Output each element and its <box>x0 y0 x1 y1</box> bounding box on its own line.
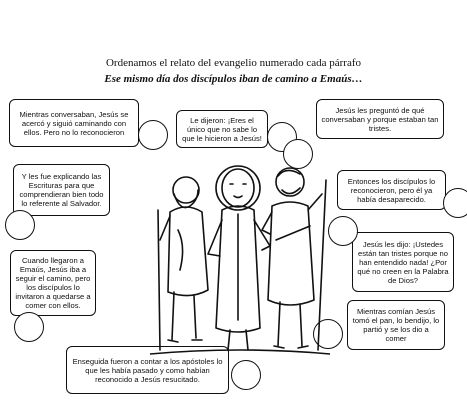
story-text: Cuando llegaron a Emaús, Jesús iba a seguir el camino, pero los discípulos lo invitaron a quedarse a comer con ellos. <box>15 256 91 310</box>
story-box-le-dijeron <box>176 110 268 148</box>
jesus-figure <box>208 166 270 350</box>
story-text: Jesús les preguntó de qué conversaban y porque estaban tan tristes. <box>321 105 439 133</box>
story-text: Jesús les dijo: ¡Ustedes están tan tristes porque no han entendido nada! ¿Por qué no creen en la Palabra de Dios? <box>357 239 449 285</box>
number-circle[interactable] <box>328 216 358 246</box>
story-box-reconocieron <box>337 170 446 210</box>
story-box-comian <box>347 300 445 350</box>
number-circle[interactable] <box>14 312 44 342</box>
right-disciple-figure <box>262 168 326 350</box>
story-box-llegaron <box>10 250 96 316</box>
story-box-conversaban <box>9 99 139 147</box>
left-disciple-figure <box>158 177 208 350</box>
story-text: Y les fue explicando las Escrituras para que comprendieran bien todo lo referente al Salvador. <box>19 172 104 208</box>
story-text: Mientras conversaban, Jesús se acercó y siguió caminando con ellos. Pero no lo reconocieron <box>19 109 129 137</box>
story-text: Le dijeron: ¡Eres el único que no sabe lo que le hicieron a Jesús! <box>182 115 262 143</box>
disciples-walking-illustration <box>150 150 330 360</box>
story-text: Mientras comían Jesús tomó el pan, lo bendijo, lo partió y se los dio a comer <box>352 307 440 343</box>
worksheet-subtitle: Ese mismo día dos discípulos iban de camino a Emaús… <box>104 73 363 85</box>
number-circle[interactable] <box>231 360 261 390</box>
story-box-les-dijo <box>352 232 454 292</box>
story-text: Enseguida fueron a contar a los apóstoles lo que les había pasado y como habían reconocido a Jesús resucitado. <box>72 356 223 384</box>
story-box-explicando <box>13 164 110 216</box>
number-circle[interactable] <box>443 188 467 218</box>
number-circle[interactable] <box>138 120 168 150</box>
story-text: Entonces los discípulos lo reconocieron, pero él ya había desaparecido. <box>347 176 436 204</box>
worksheet-title: Ordenamos el relato del evangelio numerado cada párrafo <box>105 57 362 69</box>
number-circle[interactable] <box>5 210 35 240</box>
story-box-pregunto <box>316 99 444 139</box>
